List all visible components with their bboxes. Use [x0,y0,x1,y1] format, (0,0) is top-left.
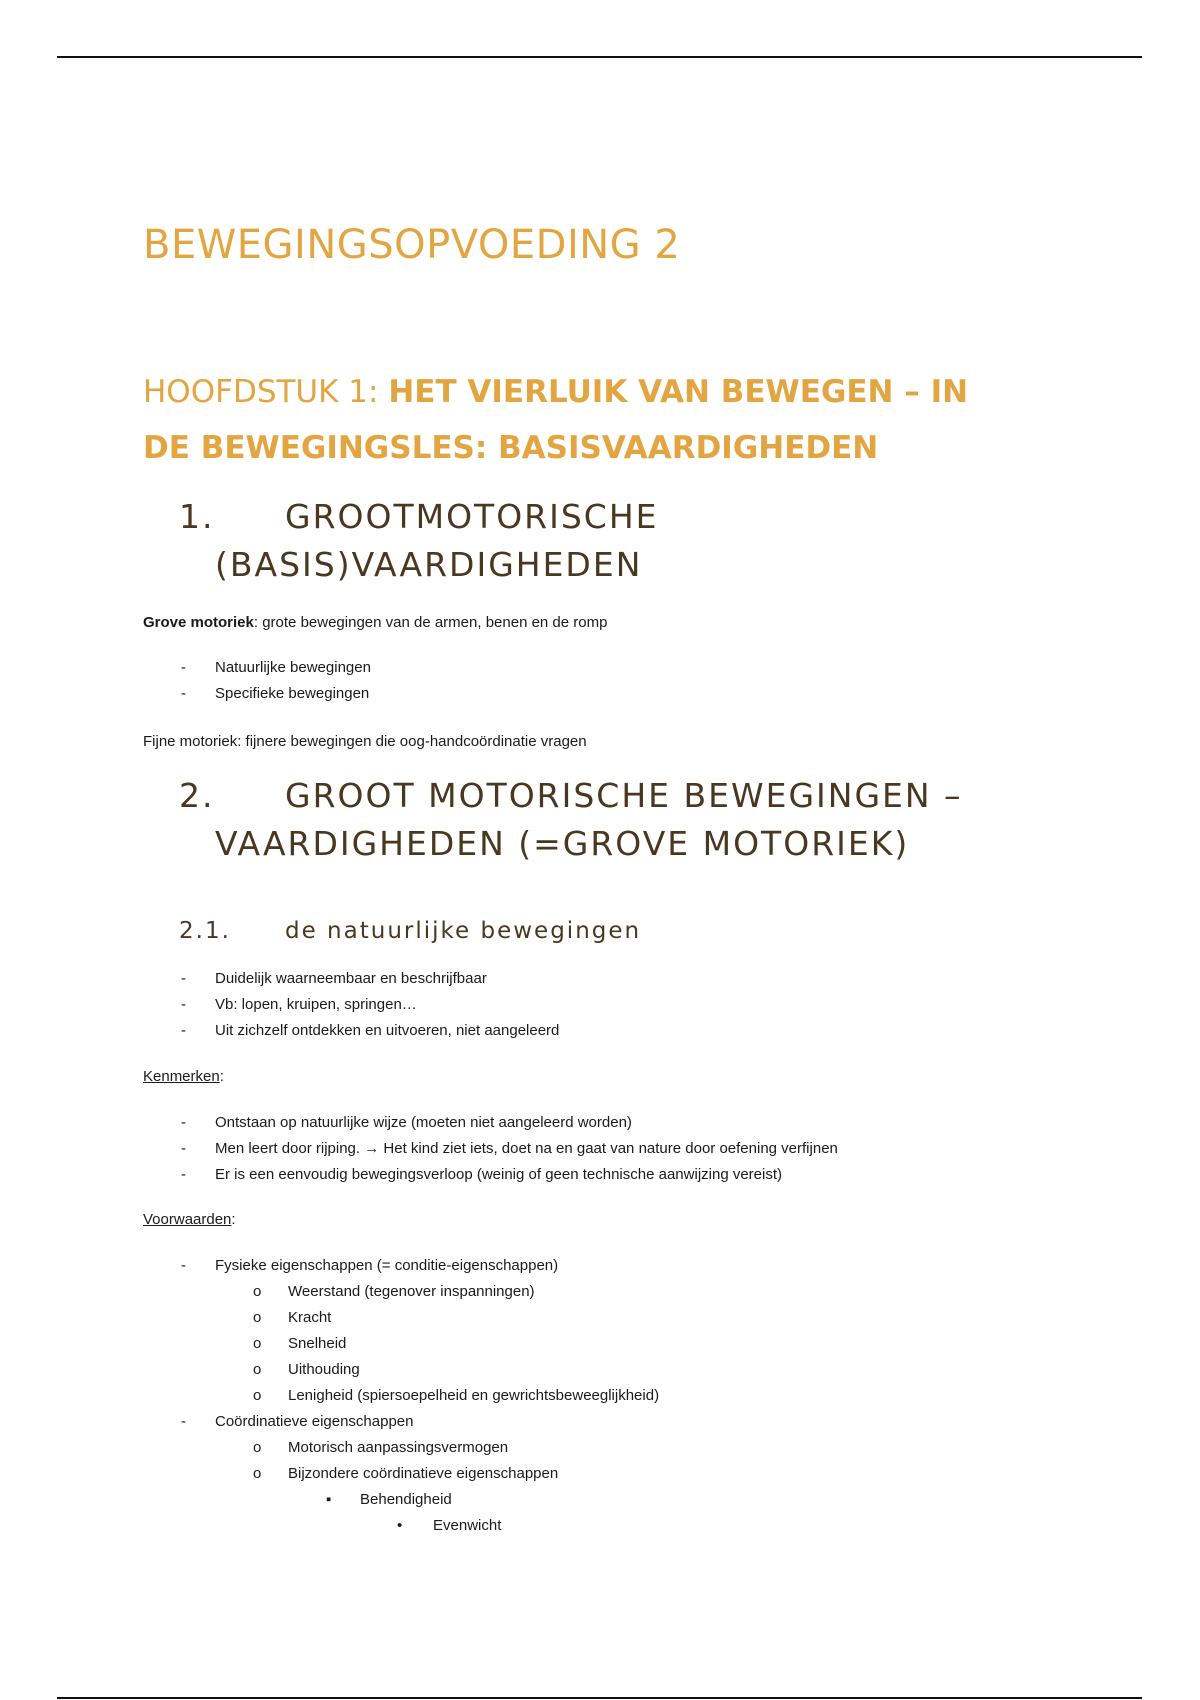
list-item-text: Men leert door rijping. → Het kind ziet iets, doet na en gaat van nature door oefening verfijnen [215,1140,838,1157]
section-1-title: GROOTMOTORISCHE (BASIS)VAARDIGHEDEN [215,497,659,584]
label-colon: : [231,1211,236,1228]
circle-bullet-icon: o [253,1439,262,1456]
chapter-title: HET VIERLUIK VAN BEWEGEN – IN DE BEWEGINGSLES: BASISVAARDIGHEDEN [143,374,969,466]
dash-marker: - [181,1022,186,1039]
subsection-2-1-title: de natuurlijke bewegingen [285,918,642,944]
list-item-text: Behendigheid [360,1491,452,1508]
list-item-text: Snelheid [288,1335,347,1352]
list-item-text: Evenwicht [433,1517,502,1534]
dash-marker: - [181,659,186,676]
dash-marker: - [181,970,186,987]
list-item-text: Uit zichzelf ontdekken en uitvoeren, niet aangeleerd [215,1022,560,1039]
kenmerken-label [143,1068,224,1085]
list-item-text: Fysieke eigenschappen (= conditie-eigenschappen) [215,1257,559,1274]
dash-marker: - [181,1114,186,1131]
grove-motoriek-definition [143,614,607,631]
list-item-text: Coördinatieve eigenschappen [215,1413,414,1430]
list-item-text: Bijzondere coördinatieve eigenschappen [288,1465,559,1482]
dash-marker: - [181,1140,186,1157]
dash-marker: - [181,996,186,1013]
grove-motoriek-term: Grove motoriek [143,614,254,631]
list-item-text: Motorisch aanpassingsvermogen [288,1439,509,1456]
footer-rule [57,1697,1142,1699]
grove-motoriek-text: : grote bewegingen van de armen, benen en de romp [253,614,608,631]
label-colon: : [219,1068,224,1085]
list-item-text: Ontstaan op natuurlijke wijze (moeten niet aangeleerd worden) [215,1114,632,1131]
list-item-text: Er is een eenvoudig bewegingsverloop (weinig of geen technische aanwijzing vereist) [215,1166,783,1183]
list-item-text: Natuurlijke bewegingen [215,659,371,676]
header-rule [57,56,1142,58]
subsection-2-1-heading [179,918,641,944]
section-2-title: GROOT MOTORISCHE BEWEGINGEN – VAARDIGHEDEN (=GROVE MOTORIEK) [215,776,963,863]
bullet-icon: • [397,1517,403,1534]
circle-bullet-icon: o [253,1309,262,1326]
list-item-text: Duidelijk waarneembaar en beschrijfbaar [215,970,487,987]
circle-bullet-icon: o [253,1387,262,1404]
dash-marker: - [181,1257,186,1274]
fijne-motoriek-definition: Fijne motoriek: fijnere bewegingen die oog-handcoördinatie vragen [143,733,587,750]
section-2-heading [179,772,1055,868]
list-item-text: Kracht [288,1309,332,1326]
chapter-heading [143,364,1023,476]
list-item-text: Specifieke bewegingen [215,685,370,702]
document-title: BEWEGINGSOPVOEDING 2 [143,222,681,268]
section-1-number: 1. [179,497,215,536]
kenmerken-label-text: Kenmerken [143,1068,220,1085]
subsection-2-1-number: 2.1. [179,918,231,944]
list-item-text: Vb: lopen, kruipen, springen… [215,996,417,1013]
chapter-prefix: HOOFDSTUK 1: [143,374,389,410]
list-item-text: Uithouding [288,1361,360,1378]
list-item-text: Weerstand (tegenover inspanningen) [288,1283,535,1300]
circle-bullet-icon: o [253,1283,262,1300]
circle-bullet-icon: o [253,1465,262,1482]
dash-marker: - [181,1413,186,1430]
section-1-heading [179,493,1055,589]
list-item-text: Lenigheid (spiersoepelheid en gewrichtsbeweeglijkheid) [288,1387,660,1404]
section-2-number: 2. [179,776,215,815]
dash-marker: - [181,685,186,702]
voorwaarden-label-text: Voorwaarden [143,1211,232,1228]
square-bullet-icon: ▪ [326,1491,332,1508]
dash-marker: - [181,1166,186,1183]
voorwaarden-label [143,1211,236,1228]
circle-bullet-icon: o [253,1335,262,1352]
circle-bullet-icon: o [253,1361,262,1378]
